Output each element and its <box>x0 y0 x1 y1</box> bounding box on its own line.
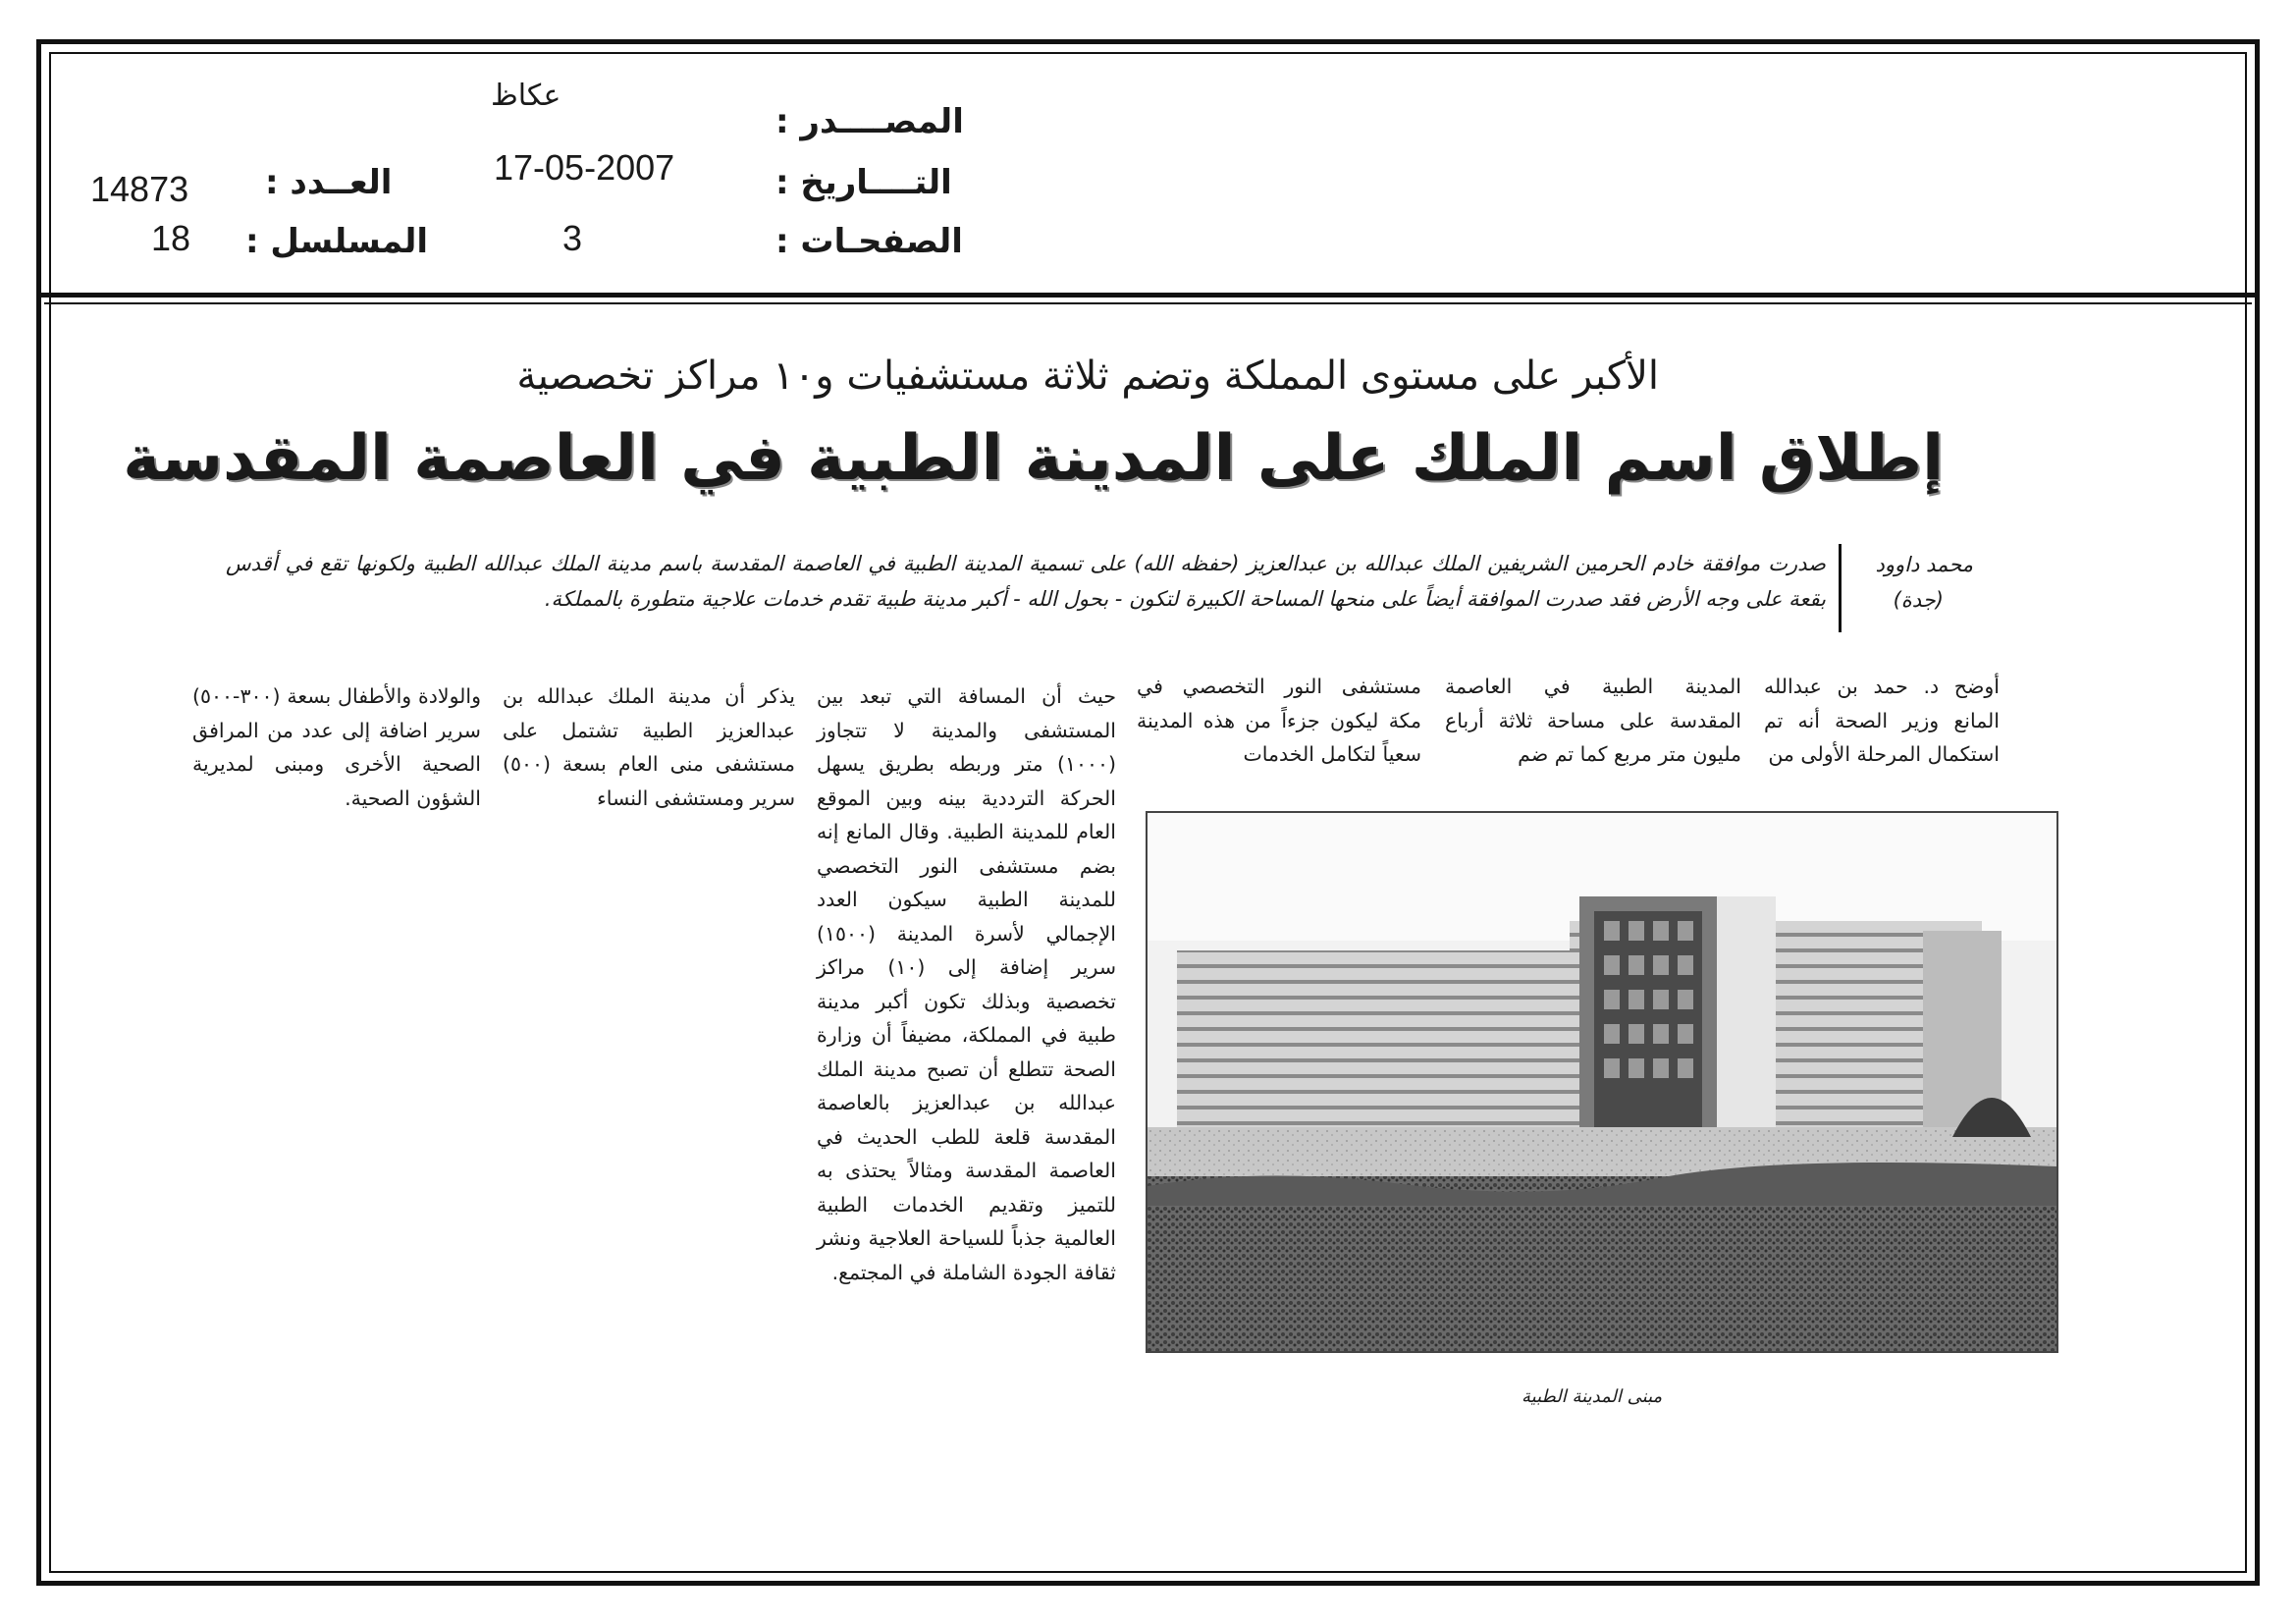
source-value: عكاظ <box>491 79 561 113</box>
photo-caption: مبنى المدينة الطبية <box>1522 1386 1663 1407</box>
serial-label: المسلسل : <box>245 222 429 261</box>
date-label: التــــاريخ : <box>775 163 952 202</box>
article-column-4: حيث أن المسافة التي تبعد بين المستشفى والمدينة لا تتجاوز (١٠٠٠) متر وربطه بطريق يسهل الحركة الترددية بينه وبين الموقع العام للمدينة الطبية. وقال المانع إنه بضم مستشفى النور التخصصي للمدينة الطبية سيكون العدد الإجمالي لأسرة المدينة (١٥٠٠) سرير إضافة إلى (١٠) مراكز تخصصية وبذلك تكون أكبر مدينة طبية في المملكة، مضيفاً أن وزارة الصحة تتطلع أن تصبح مدينة الملك عبدالله بن عبدالعزيز بالعاصمة المقدسة قلعة للطب الحديث في العاصمة المقدسة ومثالاً يحتذى به للتميز وتقديم الخدمات الطبية العالمية جذباً للسياحة العلاجية ونشر ثقافة الجودة الشاملة في المجتمع. <box>817 684 1117 1284</box>
issue-label: العــدد : <box>265 163 393 202</box>
serial-value: 18 <box>151 218 191 258</box>
article-kicker: الأكبر على مستوى المملكة وتضم ثلاثة مستشفيات و١٠ مراكز تخصصية <box>516 353 1659 399</box>
source-label: المصــــدر : <box>775 102 964 141</box>
building-illustration <box>1148 813 2056 1351</box>
article-column-2: المدينة الطبية في العاصمة المقدسة على مساحة ثلاثة أرباع مليون متر مربع كما تم ضم <box>1445 675 1741 766</box>
article-column-3: مستشفى النور التخصصي في مكة ليكون جزءاً من هذه المدينة سعياً لتكامل الخدمات <box>1137 675 1421 766</box>
issue-value: 14873 <box>90 169 189 209</box>
pages-value: 3 <box>562 218 583 258</box>
date-value: 17-05-2007 <box>494 147 675 188</box>
byline-city: (جدة) <box>1893 588 1944 612</box>
pages-label: الصفحـات : <box>775 222 963 261</box>
byline-separator <box>1839 544 1842 632</box>
lead-paragraph: صدرت موافقة خادم الحرمين الشريفين الملك عبدالله بن عبدالعزيز (حفظه الله) على تسمية المدينة الطبية في العاصمة المقدسة باسم مدينة الملك عبدالله الطبية ولكونها تقع في أقدس بقعة على وجه الأرض فقد صدرت الموافقة أيضاً على منحها المساحة الكبيرة لتكون - بحول الله - أكبر مدينة طبية تقدم خدمات علاجية متطورة بالمملكة. <box>226 552 1826 611</box>
header-divider <box>36 293 2260 298</box>
article-headline: إطلاق اسم الملك على المدينة الطبية في العاصمة المقدسة <box>123 422 1944 495</box>
article-column-1: أوضح د. حمد بن عبدالله المانع وزير الصحة أنه تم استكمال المرحلة الأولى من <box>1764 675 2000 766</box>
article-column-6: والولادة والأطفال بسعة (٣٠٠-٥٠٠) سرير اضافة إلى عدد من المرافق الصحية الأخرى ومبنى لمديرية الشؤون الصحية. <box>192 684 481 810</box>
medical-city-photo <box>1146 811 2058 1353</box>
article-column-5: يذكر أن مدينة الملك عبدالله بن عبدالعزيز الطبية تشتمل على مستشفى منى العام بسعة (٥٠٠) سرير ومستشفى النساء <box>503 684 795 810</box>
byline-name: محمد داوود <box>1875 553 1973 576</box>
header-divider-thin <box>44 302 2252 304</box>
